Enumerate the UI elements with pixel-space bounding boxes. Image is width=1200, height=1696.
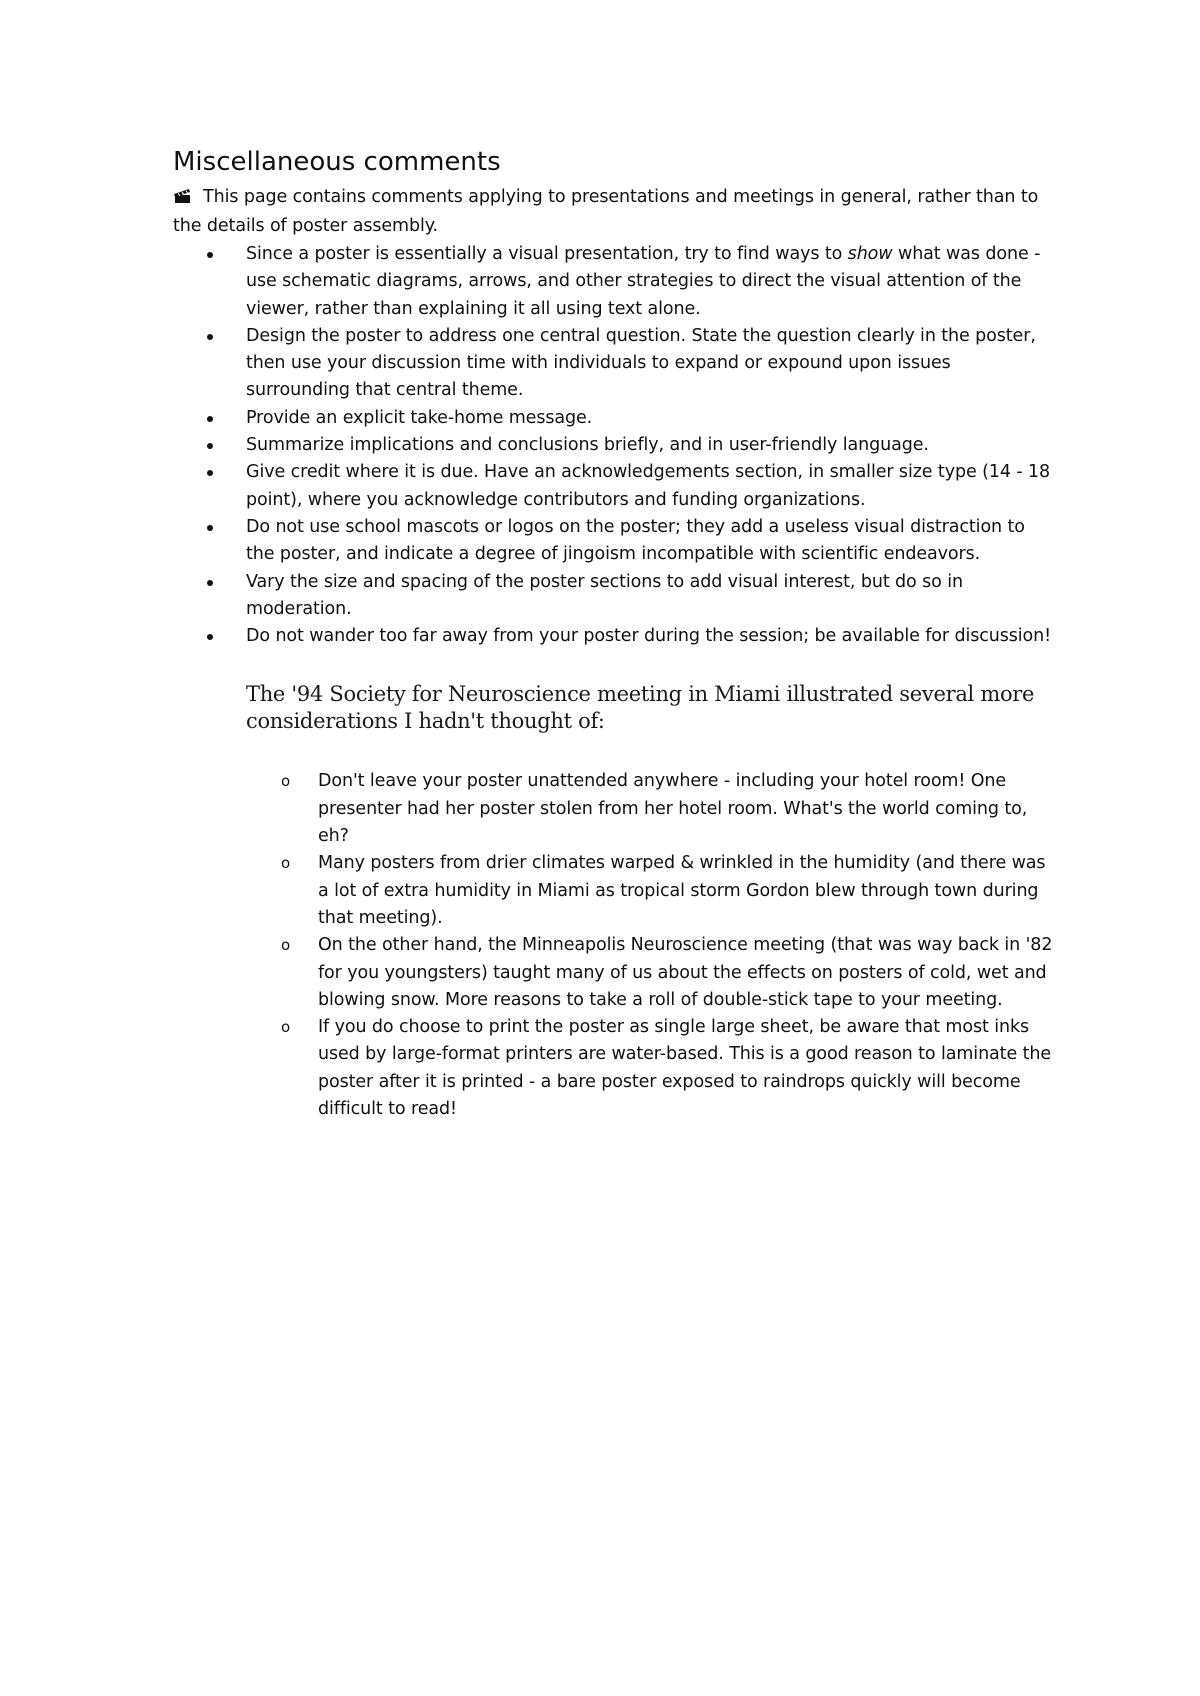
sub-list-item (173, 1014, 1053, 1123)
list-item-text-post: what was done - use schematic diagrams, arrows, and other strategies to direct the visual attention of the viewer, rather than explaining it all using text alone. (246, 244, 1041, 319)
list-item (173, 569, 1053, 624)
list-item-text: Do not wander too far away from your poster during the session; be available for discussion! (246, 626, 1052, 647)
list-item (173, 323, 1053, 405)
list-item-text-pre: Since a poster is essentially a visual presentation, try to find ways to (246, 244, 848, 264)
sub-bullet-marker: o (281, 772, 291, 791)
sub-list-item (173, 932, 1053, 1014)
bullet-list-main (173, 241, 1053, 569)
sub-list-item (173, 768, 1053, 850)
list-item-text: Provide an explicit take-home message. (246, 407, 593, 428)
list-item (173, 514, 1053, 569)
list-item (173, 459, 1053, 514)
list-item (173, 623, 1053, 650)
bullet-icon (207, 470, 213, 476)
sub-list-item (173, 850, 1053, 932)
list-item-text: Give credit where it is due. Have an acknowledgements section, in smaller size type (14 - 18 point), where you acknowledge contributors and funding organizations. (246, 462, 1051, 510)
bullet-icon (207, 334, 213, 340)
list-item-text: Summarize implications and conclusions briefly, and in user-friendly language. (246, 435, 929, 456)
clapperboard-icon (173, 185, 193, 201)
list-item-text: Vary the size and spacing of the poster sections to add visual interest, but do so in moderation. (246, 571, 963, 619)
intro-paragraph (173, 183, 1053, 241)
document-body (173, 145, 1053, 1123)
bullet-icon (207, 634, 213, 640)
page-title: Miscellaneous comments (173, 147, 501, 177)
bullet-icon (207, 416, 213, 422)
miami-paragraph: The '94 Society for Neuroscience meeting in Miami illustrated several more considerations I hadn't thought of: (246, 682, 1035, 734)
sub-bullet-marker: o (281, 854, 291, 873)
list-item (173, 432, 1053, 459)
sub-bullet-marker: o (281, 1018, 291, 1037)
list-item (173, 241, 1053, 323)
list-item-text-emphasis: show (847, 244, 893, 264)
bullet-icon (207, 252, 213, 258)
list-item-text: Design the poster to address one central question. State the question clearly in the poster, then use your discussion time with individuals to expand or expound upon issues surrounding that central theme. (246, 325, 1036, 401)
sub-list-item-text: Many posters from drier climates warped & wrinkled in the humidity (and there was a lot of extra humidity in Miami as tropical storm Gordon blew through town during that meeting). (318, 853, 1046, 928)
list-item (173, 405, 1053, 432)
sub-list-item-text: If you do choose to print the poster as single large sheet, be aware that most inks used by large-format printers are water-based. This is a good reason to laminate the poster after it is printed - a bare poster exposed to raindrops quickly will become difficult to read! (318, 1017, 1051, 1120)
sub-list-item-text: On the other hand, the Minneapolis Neuroscience meeting (that was way back in '82 for you youngsters) taught many of us about the effects on posters of cold, wet and blowing snow. More reasons to take a roll of double-stick tape to your meeting. (318, 935, 1053, 1010)
sub-list (173, 768, 1053, 1123)
sub-list-item-text: Don't leave your poster unattended anywhere - including your hotel room! One presenter had her poster stolen from her hotel room. What's the world coming to, eh? (318, 771, 1028, 847)
bullet-icon (207, 580, 213, 586)
bullet-icon (207, 525, 213, 531)
bullet-list-secondary (173, 569, 1053, 651)
list-item-text: Do not use school mascots or logos on the poster; they add a useless visual distraction to the poster, and indicate a degree of jingoism incompatible with scientific endeavors. (246, 516, 1025, 565)
sub-bullet-marker: o (281, 936, 291, 955)
bullet-icon (207, 443, 213, 449)
intro-text: This page contains comments applying to presentations and meetings in general, rather than to the details of poster assembly. (173, 187, 1039, 236)
